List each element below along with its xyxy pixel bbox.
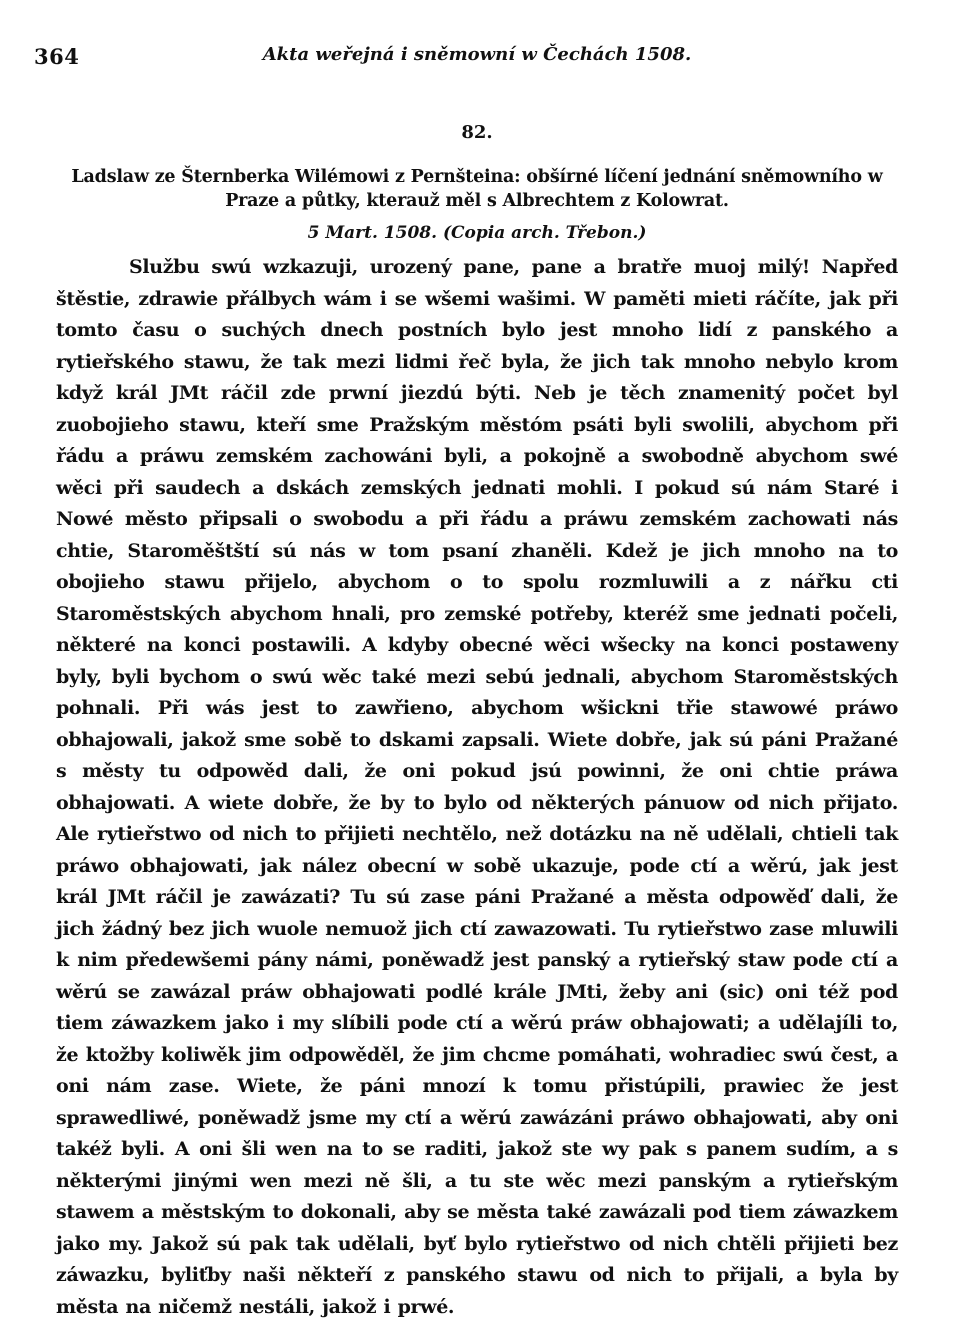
document-page [34, 36, 898, 1318]
page-number: 364 [34, 44, 80, 69]
document-date-line: 5 Mart. 1508. (Copia arch. Třebon.) [307, 223, 647, 243]
document-number: 82. [461, 122, 493, 143]
running-title: Akta weřejná i sněmowní w Čechách 1508. [262, 44, 692, 65]
document-body-paragraph: Službu swú wzkazuji, urozený pane, pane a bratře muoj milý! Napřed štěstie, zdrawie přálbych wám i se wšemi wašimi. W paměti mieti ráčíte, jak při tomto času o suchých dnech postních bylo jest mnoho lidí z panského a rytieřského stawu, že tak mezi lidmi řeč byla, že jich tak mnoho nebylo krom když král JMt ráčil zde prwní jiezdú býti. Neb je těch znamenitý počet byl zuobojieho stawu, kteří sme Pražským městóm psáti byli swolili, abychom při řádu a práwu zemském zachowáni byli, a pokojně a swobodně abychom swé wěci při saudech a dskách zemských jednati mohli. I pokud sú nám Staré i Nowé město připsali o swobodu a při řádu a práwu zemském zachowati nás chtie, Staroměštští sú nás w tom psaní zhaněli. Kdež je jich mnoho na to obojieho stawu přijelo, abychom o to spolu rozmluwili a z nářku cti Staroměstských abychom hnali, pro zemské potřeby, kteréž sme jednati počeli, některé na konci postawili. A kdyby obecné wěci wšecky na konci postaweny byly, byli bychom o swú wěc také mezi sebú jednali, abychom Staroměstských pohnali. Při wás jest to zawřieno, abychom wšickni třie stawowé práwo obhajowali, jakož sme sobě to dskami zapsali. Wiete dobře, jak sú páni Pražané s městy tu odpowěd dali, že oni pokud jsú powinni, že oni chtie práwa obhajowati. A wiete dobře, že by to bylo od některých pánuow od nich přijato. Ale rytieřstwo od nich to přijieti nechtělo, než dotázku na ně udělali, chtieli tak práwo obhajowati, jak nález obecní w sobě ukazuje, pode ctí a wěrú, jak jest král JMt ráčil je zawázati? Tu sú zase páni Pražané a města odpowěď dali, že jich žádný bez jich wuole nemuož jich ctí zawazowati. Tu rytieřstwo zase mluwili k nim předewšemi pány námi, poněwadž jest panský a rytieřský staw pode ctí a wěrú se zawázal práw obhajowati podlé krále JMti, žeby ani (sic) oni též pod tiem záwazkem jako i my slíbili pode ctí a wěrú práw obhajowati; a udělajíli to, že ktožby koliwěk jim odpowěděl, že jim chcme pomáhati, wohradiec swú čest, a oni nám zase. Wiete, že páni mnozí k tomu přistúpili, prawiec že jest sprawedliwé, poněwadž jsme my ctí a wěrú zawázáni práwo obhajowati, aby oni takéž byli. A oni šli wen na to se raditi, jakož ste wy pak s panem sudím, a s některými jinými wen mezi ně šli, a tu ste wěc mezi panským a rytieřským stawem a městským to dokonali, aby se města také zawázali pod tiem záwazkem jako my. Jakož sú pak tak udělali, byť bylo rytieřstwo od nich chtěli přijieti bez záwazku, byliťby naši někteří z panského stawu od nich to přijali, a byla by města na ničemž nestáli, jakož i prwé. [56, 256, 898, 1318]
document-heading: Ladslaw ze Šternberka Wilémowi z Pernšteina: obšírné líčení jednání sněmowního w Praze a půtky, kterauž měl s Albrechtem z Kolowrat. [71, 167, 883, 211]
running-head [34, 36, 898, 76]
